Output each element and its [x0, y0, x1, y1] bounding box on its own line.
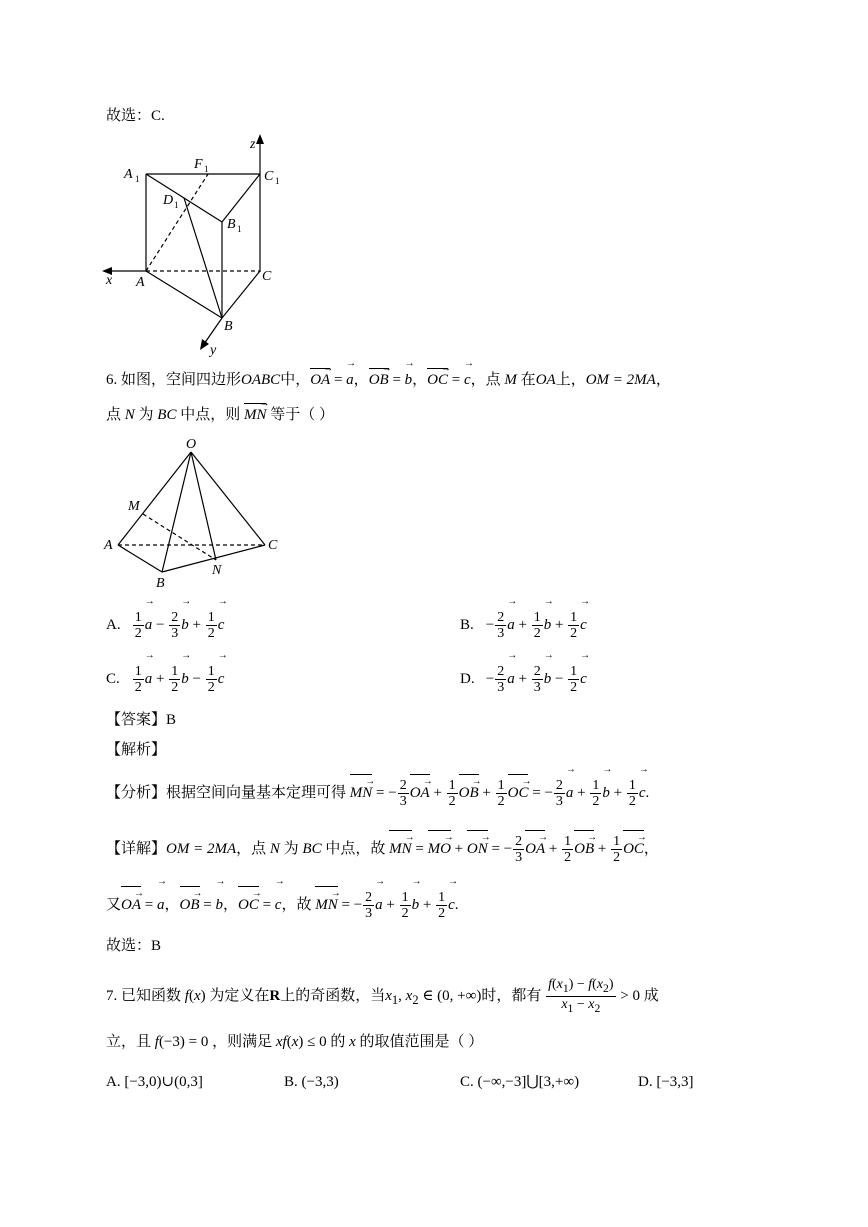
label-B: B — [224, 319, 233, 334]
prism-figure — [96, 128, 296, 364]
label-C: C — [262, 269, 272, 284]
q7-line2: 立，且 f(−3) = 0 ，则满足 xf(x) ≤ 0 的 x 的取值范围是（ ） — [106, 1034, 484, 1050]
final-answer: 故选：B — [106, 938, 162, 954]
option-A[interactable]: A. $\frac{1}{2}$ → a − $\frac{2}{3}$ → b + $\frac{1}{2}$ → c — [106, 596, 228, 642]
tetrahedron-figure — [100, 430, 296, 592]
label-y: y — [210, 343, 217, 358]
option-B[interactable]: B. − $\frac{2}{3}$ → a + $\frac{1}{2}$ → b + $\frac{1}{2}$ → c — [460, 596, 591, 642]
fenxi-line: 【分析】根据空间向量基本定理可得 MN → = − $\frac{2}{3}$ OA → + $\frac{1}{2}$ OB → + $\frac{1}{2}$ OC → = − $\frac{2}{3}$ → a + $\frac{1}{2}$ → b + $\frac{1}{2}$ → c. — [106, 774, 649, 810]
option-D[interactable]: D. − $\frac{2}{3}$ → a + $\frac{2}{3}$ → b − $\frac{1}{2}$ → c — [460, 650, 591, 696]
label-M: M — [128, 499, 140, 514]
svg-text:1: 1 — [174, 200, 179, 210]
analysis-heading: 【解析】 — [106, 742, 167, 758]
q6-line2: 点 N 为 BC 中点，则 MN → 等于（ ） — [106, 403, 334, 425]
label-F1: F — [194, 157, 203, 172]
label-C1: C — [264, 169, 274, 184]
label-z: z — [250, 137, 256, 152]
label-B: B — [156, 576, 165, 591]
svg-text:1: 1 — [275, 176, 280, 186]
q7-line1: 7. 已知函数 f(x) 为定义在R上的奇函数，当$x_1$, $x_2$ ∈ (0, +∞)时，都有 $\frac{f(x_1) - f(x_2)}{x_1 - x_2}$ > 0 成 — [106, 977, 659, 1015]
label-O: O — [186, 437, 197, 452]
label-N: N — [212, 563, 222, 578]
q6-line1: 6. 如图，空间四边形OABC中，OA → = → a，OB → = → b，OC → = → c，点 M 在OA上，OM = 2MA， — [106, 368, 671, 390]
q7-optB[interactable]: B. (−3,3) — [284, 1074, 339, 1090]
option-C[interactable]: C. $\frac{1}{2}$ → a + $\frac{1}{2}$ → b − $\frac{1}{2}$ → c — [106, 650, 228, 696]
q7-optC[interactable]: C. (−∞,−3]⋃[3,+∞) — [460, 1074, 580, 1090]
label-D1: D — [163, 193, 174, 208]
svg-text:1: 1 — [135, 174, 140, 184]
xiangjie-line: 【详解】OM = 2MA，点 N 为 BC 中点，故 MN → = MO → + ON → = − $\frac{2}{3}$ OA → + $\frac{1}{2}$ OB → + $\frac{1}{2}$ OC →， — [106, 830, 659, 866]
answer-line: 【答案】B — [106, 712, 177, 728]
q7-optA[interactable]: A. [−3,0)∪(0,3] — [106, 1074, 203, 1090]
svg-text:1: 1 — [237, 224, 242, 234]
label-A: A — [104, 538, 113, 553]
svg-text:1: 1 — [204, 164, 209, 174]
label-A: A — [136, 275, 145, 290]
q7-optD[interactable]: D. [−3,3] — [638, 1074, 694, 1090]
label-x: x — [106, 273, 113, 288]
prev-answer: 故选：C. — [106, 108, 165, 124]
label-C: C — [268, 538, 278, 553]
label-B1: B — [227, 217, 236, 232]
label-A1: A — [124, 167, 133, 182]
y-axis — [204, 318, 222, 344]
you-line: 又OA → = → a，OB → = → b，OC → = → c，故 MN → = − $\frac{2}{3}$ → a + $\frac{1}{2}$ → b + $\frac{1}{2}$ → c. — [106, 886, 459, 922]
